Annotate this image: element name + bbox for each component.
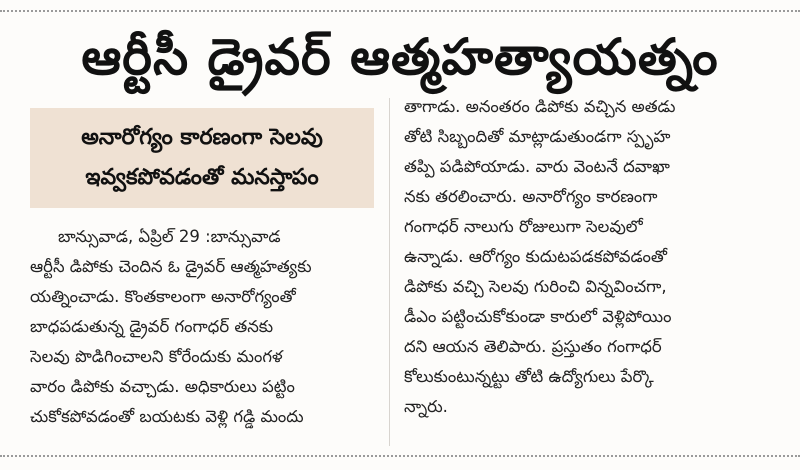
body-line: బాధపడుతున్న డ్రైవర్ గంగాధర్ తనకు bbox=[30, 317, 274, 336]
article-column-left bbox=[30, 222, 376, 432]
body-line: తోటి సిబ్బందితో మాట్లాడుతుండగా స్పృహ bbox=[404, 127, 671, 146]
body-line: సెలవు పొడిగించాలని కోరేందుకు మంగళ bbox=[30, 347, 283, 366]
subhead-box bbox=[30, 108, 374, 208]
body-line: డిపోకు వచ్చి సెలవు గురించి విన్నవించగా, bbox=[404, 277, 667, 296]
column-divider bbox=[389, 98, 390, 446]
body-line: కోలుకుంటున్నట్టు తోటి ఉద్యోగులు పేర్కొ bbox=[404, 367, 654, 386]
body-line: న్నారు. bbox=[404, 397, 448, 416]
body-line: ఉన్నాడు. ఆరోగ్యం కుదుటపడకపోవడంతో bbox=[404, 247, 667, 266]
top-dotted-rule bbox=[0, 0, 800, 12]
body-line: తాగాడు. అనంతరం డిపోకు వచ్చిన అతడు bbox=[404, 97, 676, 116]
body-line: డీఎం పట్టించుకోకుండా కారులో వెళ్లిపోయిం bbox=[404, 307, 672, 326]
subhead-line: అనారోగ్యం కారణంగా సెలవు bbox=[81, 125, 323, 150]
body-line: వారం డిపోకు వచ్చాడు. అధికారులు పట్టిం bbox=[30, 377, 295, 396]
subhead-line: ఇవ్వకపోవడంతో మనస్తాపం bbox=[85, 165, 319, 190]
article-headline: ఆర్టీసీ డ్రైవర్ ఆత్మహత్యాయత్నం bbox=[81, 28, 719, 86]
body-line: ఆర్టీసీ డిపోకు చెందిన ఓ డ్రైవర్ ఆత్మహత్యకు bbox=[30, 257, 312, 276]
body-line: గంగాధర్ నాలుగు రోజులుగా సెలవులో bbox=[404, 217, 643, 236]
body-line: యత్నించాడు. కొంతకాలంగా అనారోగ్యంతో bbox=[30, 287, 296, 306]
body-line: నకు తరలించారు. అనారోగ్యం కారణంగా bbox=[404, 187, 658, 206]
body-line: దని ఆయన తెలిపారు. ప్రస్తుతం గంగాధర్ bbox=[404, 337, 662, 356]
bottom-dotted-rule bbox=[0, 455, 800, 457]
body-line: బాన్సువాడ, ఏప్రిల్ 29 :బాన్సువాడ bbox=[58, 227, 281, 246]
body-line: చుకోకపోవడంతో బయటకు వెళ్లి గడ్డి మందు bbox=[30, 407, 304, 426]
article-column-right bbox=[404, 92, 776, 422]
body-line: తప్పి పడిపోయాడు. వారు వెంటనే దవాఖా bbox=[404, 157, 670, 176]
